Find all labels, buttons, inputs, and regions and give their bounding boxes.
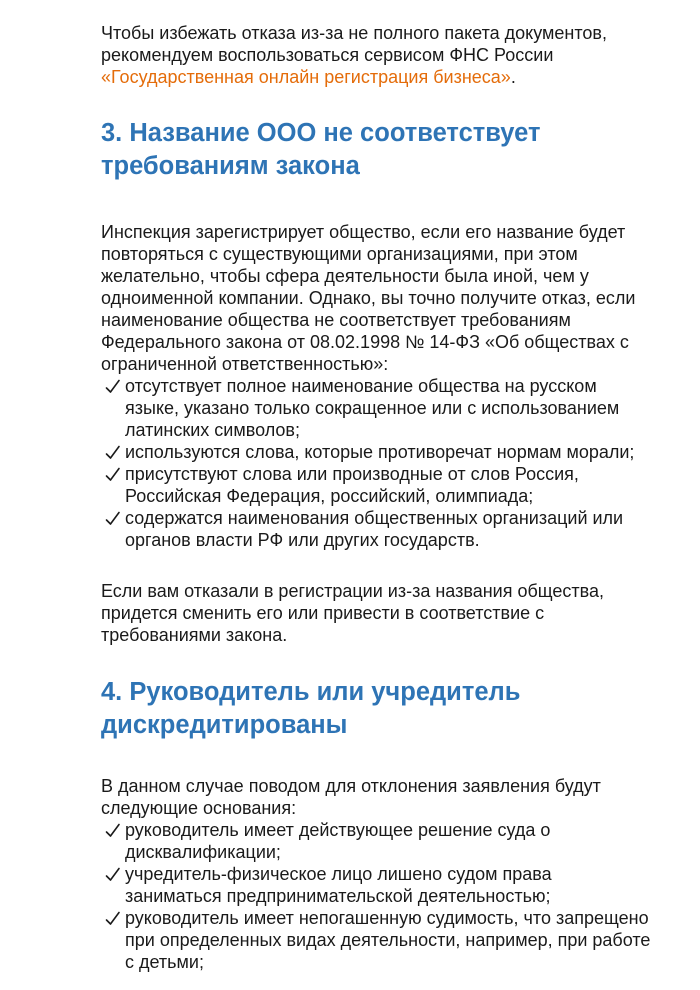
section-4-heading: 4. Руководитель или учредитель дискредитированы bbox=[101, 678, 521, 739]
check-mark-icon bbox=[105, 463, 121, 485]
list-item-text: содержатся наименования общественных организаций или органов власти РФ или других государств. bbox=[125, 508, 624, 550]
section-3-heading: 3. Название ООО не соответствует требованиям закона bbox=[101, 119, 541, 180]
check-mark-icon bbox=[105, 375, 121, 397]
section-3-closing: Если вам отказали в регистрации из-за названия общества, придется сменить его или привести в соответствие с требованиями закона. bbox=[101, 581, 604, 645]
online-registration-link[interactable]: «Государственная онлайн регистрация бизнеса» bbox=[101, 67, 511, 87]
section-4-list bbox=[101, 819, 652, 973]
check-mark-icon bbox=[105, 907, 121, 929]
list-item-text: используются слова, которые противоречат нормам морали; bbox=[125, 442, 635, 462]
list-item-text: отсутствует полное наименование общества на русском языке, указано только сокращенное или с использованием латинских символов; bbox=[125, 376, 620, 440]
list-item bbox=[101, 463, 652, 507]
check-mark-icon bbox=[105, 441, 121, 463]
check-mark-icon bbox=[105, 819, 121, 841]
list-item-text: учредитель-физическое лицо лишено судом права заниматься предпринимательской деятельностью; bbox=[125, 864, 552, 906]
list-item bbox=[101, 507, 652, 551]
list-item bbox=[101, 907, 652, 973]
section-3-paragraph: Инспекция зарегистрирует общество, если его название будет повторяться с существующими организациями, при этом желательно, чтобы сфера деятельности была иной, чем у одноименной компании. Однако, вы точно получите отказ, если наименование общества не соответствует требованиям Федерального закона от 08.02.1998 № 14-ФЗ «Об обществах с ограниченной ответственностью»: bbox=[101, 222, 636, 374]
check-mark-icon bbox=[105, 863, 121, 885]
list-item bbox=[101, 863, 652, 907]
check-mark-icon bbox=[105, 507, 121, 529]
intro-paragraph bbox=[101, 22, 652, 88]
list-item-text: руководитель имеет непогашенную судимость, что запрещено при определенных видах деятельности, например, при работе с детьми; bbox=[125, 908, 651, 972]
list-item bbox=[101, 441, 652, 463]
list-item bbox=[101, 375, 652, 441]
intro-period: . bbox=[510, 67, 516, 87]
intro-text: Чтобы избежать отказа из-за не полного пакета документов, рекомендуем воспользоваться сервисом ФНС России bbox=[101, 23, 607, 65]
section-4-paragraph: В данном случае поводом для отклонения заявления будут следующие основания: bbox=[101, 776, 601, 818]
list-item-text: присутствуют слова или производные от слов Россия, Российская Федерация, российский, олимпиада; bbox=[125, 464, 579, 506]
list-item-text: руководитель имеет действующее решение суда о дисквалификации; bbox=[125, 820, 551, 862]
list-item bbox=[101, 819, 652, 863]
section-3-list bbox=[101, 375, 652, 551]
